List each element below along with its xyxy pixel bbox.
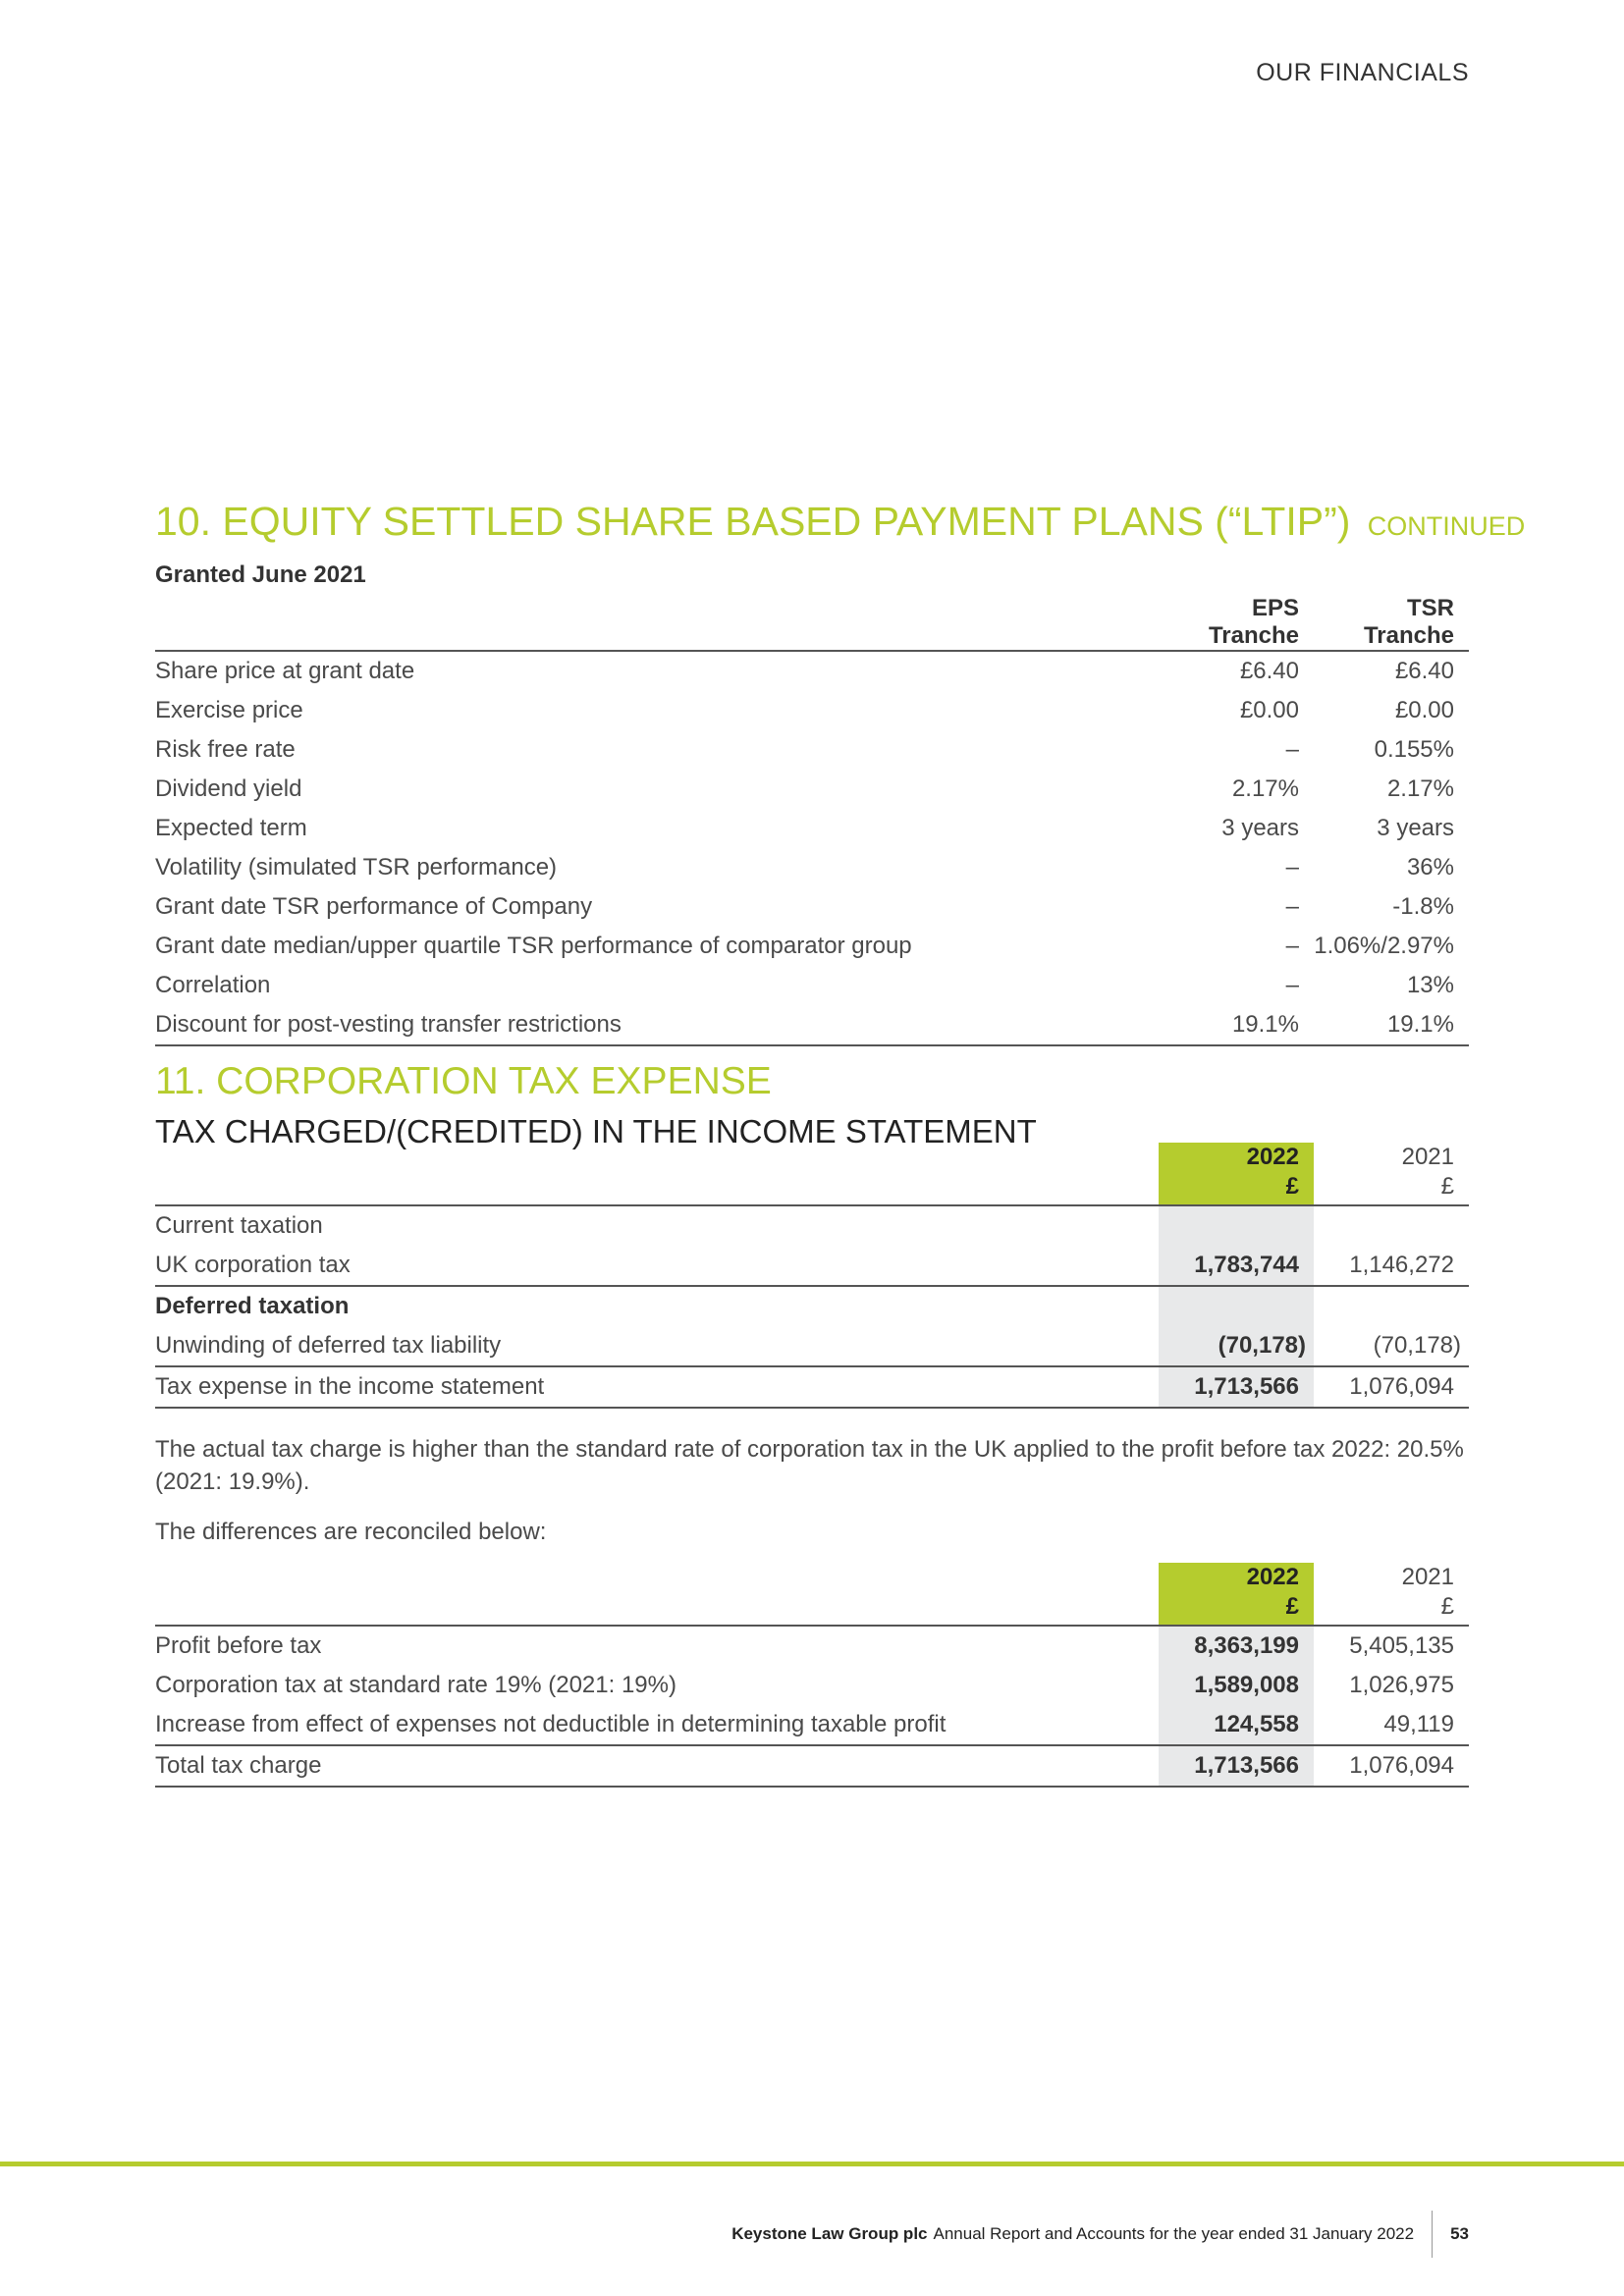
recon-header-2021-unit: £ xyxy=(1440,1593,1454,1620)
footer-report: Annual Report and Accounts for the year ended 31 January 2022 xyxy=(933,2224,1415,2243)
tax-subheading: TAX CHARGED/(CREDITED) IN THE INCOME STATEMENT xyxy=(155,1113,1037,1149)
recon-row-2022: 8,363,199 xyxy=(1159,1626,1314,1666)
footer-company: Keystone Law Group plc xyxy=(731,2224,928,2243)
recon-header-row xyxy=(155,1563,1469,1626)
recon-header-2022-year: 2022 xyxy=(1246,1564,1299,1590)
recon-row-2021: 49,119 xyxy=(1383,1711,1454,1737)
recon-header-2022 xyxy=(1159,1563,1314,1626)
recon-row-label: Corporation tax at standard rate 19% (2021: 19%) xyxy=(155,1672,677,1698)
cell-blank xyxy=(1314,1205,1469,1246)
table-row xyxy=(155,1626,1469,1666)
ltip-row-tsr: -1.8% xyxy=(1392,893,1454,920)
ltip-row-label: Volatility (simulated TSR performance) xyxy=(155,854,558,881)
recon-row-2021: 5,405,135 xyxy=(1349,1632,1454,1659)
ltip-table xyxy=(155,595,1469,1046)
tax-header-2022 xyxy=(1159,1143,1314,1205)
ltip-header-blank xyxy=(155,595,1159,651)
ltip-row-tsr: 19.1% xyxy=(1386,1011,1454,1038)
ltip-row-eps: 3 years xyxy=(1221,815,1299,841)
tax-header-2022-year: 2022 xyxy=(1246,1144,1299,1170)
recon-header-blank xyxy=(155,1563,1159,1626)
table-row xyxy=(155,1745,1469,1787)
ltip-row-eps: £6.40 xyxy=(1239,658,1299,684)
table-row xyxy=(155,1286,1469,1326)
tax-header-2021-year: 2021 xyxy=(1401,1144,1454,1170)
ltip-header-row xyxy=(155,595,1469,651)
ltip-row-label: Exercise price xyxy=(155,697,303,723)
footer xyxy=(731,2211,1469,2258)
table-row xyxy=(155,848,1469,887)
recon-header-2021-year: 2021 xyxy=(1401,1564,1454,1590)
tax-header-row xyxy=(155,1143,1469,1205)
table-row xyxy=(155,1326,1469,1366)
recon-row-2022: 1,589,008 xyxy=(1159,1666,1314,1705)
unwinding-2022: (70,178) xyxy=(1159,1326,1314,1366)
reconciled-paragraph: The differences are reconciled below: xyxy=(155,1519,547,1545)
uk-corporation-tax-2022: 1,783,744 xyxy=(1159,1246,1314,1286)
ltip-row-tsr: 3 years xyxy=(1377,815,1454,841)
tax-header-2022-unit: £ xyxy=(1285,1173,1299,1200)
deferred-taxation-label: Deferred taxation xyxy=(155,1293,350,1319)
ltip-row-tsr: 13% xyxy=(1406,972,1454,998)
tax-header-2021-unit: £ xyxy=(1440,1173,1454,1200)
table-row xyxy=(155,691,1469,730)
ltip-row-tsr: 36% xyxy=(1406,854,1454,881)
ltip-row-tsr: £0.00 xyxy=(1394,697,1454,723)
reconciliation-table xyxy=(155,1563,1469,1788)
recon-row-2021: 1,026,975 xyxy=(1349,1672,1454,1698)
ltip-row-label: Grant date TSR performance of Company xyxy=(155,893,593,920)
ltip-row-tsr: 1.06%/2.97% xyxy=(1314,933,1454,959)
continued-label: CONTINUED xyxy=(1367,511,1526,541)
ltip-row-eps: £0.00 xyxy=(1239,697,1299,723)
ltip-row-eps: – xyxy=(1285,893,1299,920)
recon-header-2022-unit: £ xyxy=(1285,1593,1299,1620)
ltip-title: 10. EQUITY SETTLED SHARE BASED PAYMENT PLANS (“LTIP”) xyxy=(155,499,1351,544)
table-row xyxy=(155,770,1469,809)
ltip-subtitle: Granted June 2021 xyxy=(155,561,366,588)
table-row xyxy=(155,1705,1469,1745)
ltip-row-eps: – xyxy=(1285,736,1299,763)
ltip-row-tsr: 2.17% xyxy=(1386,775,1454,802)
ltip-header-eps: EPS Tranche xyxy=(1208,595,1299,649)
uk-corporation-tax-label: UK corporation tax xyxy=(155,1252,351,1278)
table-row xyxy=(155,1666,1469,1705)
tax-header-2021 xyxy=(1314,1143,1469,1205)
unwinding-2021: (70,178) xyxy=(1373,1332,1461,1359)
ltip-row-eps: 19.1% xyxy=(1231,1011,1299,1038)
ltip-row-eps: 2.17% xyxy=(1231,775,1299,802)
ltip-row-eps: – xyxy=(1285,972,1299,998)
table-row xyxy=(155,927,1469,966)
tax-expense-2021: 1,076,094 xyxy=(1349,1373,1454,1400)
footer-divider xyxy=(1432,2211,1433,2258)
recon-row-2022: 1,713,566 xyxy=(1159,1745,1314,1787)
cell-blank xyxy=(1159,1205,1314,1246)
uk-corporation-tax-2021: 1,146,272 xyxy=(1349,1252,1454,1278)
ltip-row-eps: – xyxy=(1285,854,1299,881)
ltip-row-eps: – xyxy=(1285,933,1299,959)
table-row xyxy=(155,730,1469,770)
tax-expense-2022: 1,713,566 xyxy=(1159,1366,1314,1408)
ltip-row-label: Dividend yield xyxy=(155,775,302,802)
table-row xyxy=(155,809,1469,848)
ltip-row-label: Discount for post-vesting transfer restrictions xyxy=(155,1011,622,1038)
table-row xyxy=(155,1366,1469,1408)
recon-row-2022: 124,558 xyxy=(1159,1705,1314,1745)
footer-rule xyxy=(0,2162,1624,2166)
table-row xyxy=(155,966,1469,1005)
current-taxation-label: Current taxation xyxy=(155,1212,323,1239)
recon-row-label: Increase from effect of expenses not deductible in determining taxable profit xyxy=(155,1711,947,1737)
ltip-row-tsr: 0.155% xyxy=(1374,736,1454,763)
ltip-header-tsr: TSR Tranche xyxy=(1363,595,1454,649)
ltip-row-label: Correlation xyxy=(155,972,271,998)
recon-row-label: Profit before tax xyxy=(155,1632,322,1659)
table-row xyxy=(155,887,1469,927)
ltip-heading xyxy=(155,499,1526,545)
section-label: OUR FINANCIALS xyxy=(1256,59,1469,86)
ltip-row-label: Share price at grant date xyxy=(155,658,415,684)
tax-charge-table xyxy=(155,1143,1469,1409)
table-row xyxy=(155,651,1469,691)
recon-row-label: Total tax charge xyxy=(155,1752,322,1779)
table-row xyxy=(155,1005,1469,1045)
tax-heading: 11. CORPORATION TAX EXPENSE xyxy=(155,1060,772,1102)
recon-row-2021: 1,076,094 xyxy=(1349,1752,1454,1779)
ltip-row-label: Risk free rate xyxy=(155,736,296,763)
page-number: 53 xyxy=(1450,2224,1469,2243)
tax-expense-label: Tax expense in the income statement xyxy=(155,1373,545,1400)
cell-blank xyxy=(1159,1286,1314,1326)
cell-blank xyxy=(1314,1286,1469,1326)
recon-header-2021 xyxy=(1314,1563,1469,1626)
tax-rate-paragraph: The actual tax charge is higher than the standard rate of corporation tax in the UK applied to the profit before tax 2022: 20.5% (2021: 19.9%). xyxy=(155,1436,1464,1495)
tax-header-blank xyxy=(155,1143,1159,1205)
ltip-row-tsr: £6.40 xyxy=(1394,658,1454,684)
unwinding-label: Unwinding of deferred tax liability xyxy=(155,1332,502,1359)
table-row xyxy=(155,1246,1469,1286)
table-row xyxy=(155,1205,1469,1246)
ltip-row-label: Expected term xyxy=(155,815,307,841)
ltip-row-label: Grant date median/upper quartile TSR performance of comparator group xyxy=(155,933,912,959)
